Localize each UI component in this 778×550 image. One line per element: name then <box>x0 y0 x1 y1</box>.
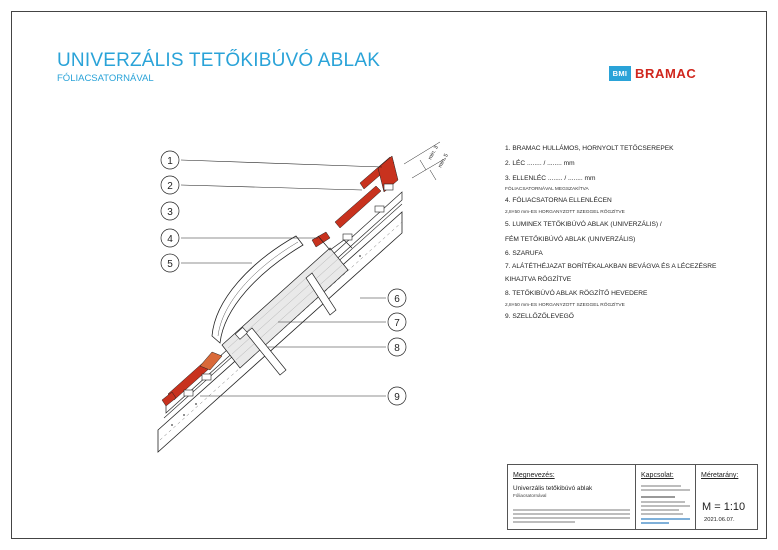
title-block <box>507 464 758 530</box>
contact-label: Kapcsolat: <box>641 472 674 479</box>
callout-number-5: 5 <box>167 259 173 270</box>
fine-print-line <box>513 513 630 515</box>
dimension-min3: min. 3 <box>427 144 440 161</box>
callout-number-4: 4 <box>167 234 173 245</box>
fine-print-line <box>513 517 630 519</box>
legend-item: FÉM TETŐKIBÚVÓ ABLAK (UNIVERZÁLIS) <box>505 236 636 243</box>
nail-dot <box>183 414 185 416</box>
bramac-logo-text: BRAMAC <box>635 66 697 81</box>
name-value: Univerzális tetőkibúvó ablak <box>513 485 593 492</box>
legend-item: 3. ELLENLÉC ........ / ........ mm <box>505 175 596 182</box>
fine-print-line <box>641 522 669 524</box>
legend-item: 5. LUMINEX TETŐKIBÚVÓ ABLAK (UNIVERZÁLIS) / <box>505 221 662 228</box>
batten <box>375 206 384 212</box>
name-sub: Fóliacsatornával <box>513 493 547 498</box>
legend-item: 6. SZARUFA <box>505 250 543 257</box>
nail-dot <box>359 255 361 257</box>
legend-note: 2,8×50 mm-ES HORGANYZOTT SZEGGEL RÖGZÍTVE <box>505 210 625 215</box>
legend-item: 4. FÓLIACSATORNA ELLENLÉCEN <box>505 197 612 204</box>
legend-note: 2,8×50 mm-ES HORGANYZOTT SZEGGEL RÖGZÍTVE <box>505 303 625 308</box>
dimension-line <box>430 170 436 180</box>
leader-line-1 <box>181 160 382 167</box>
callout-number-6: 6 <box>394 294 400 305</box>
callout-number-2: 2 <box>167 181 173 192</box>
callout-number-1: 1 <box>167 156 173 167</box>
fine-print-line <box>641 505 690 507</box>
callout-number-3: 3 <box>167 207 173 218</box>
legend-item: 8. TETŐKIBÚVÓ ABLAK RÖGZÍTŐ HEVEDERE <box>505 290 648 297</box>
title-block-name-cell <box>508 465 636 529</box>
drawing-date: 2021.06.07. <box>704 517 735 523</box>
legend-item: 7. ALÁTÉTHÉJAZAT BORÍTÉKALAKBAN BEVÁGVA ÉS A LÉCEZÉSRE <box>505 263 717 270</box>
fine-print-line <box>641 485 681 487</box>
fine-print-line <box>641 496 675 498</box>
fine-print-line <box>641 518 690 520</box>
nail-dot <box>195 403 197 405</box>
name-label: Megnevezés: <box>513 472 555 479</box>
fine-print-line <box>641 501 685 503</box>
scale-value: M = 1:10 <box>702 501 746 513</box>
fine-print-line <box>513 521 575 523</box>
nail-dot <box>171 424 173 426</box>
title-block-scale-cell <box>696 465 757 529</box>
legend-item: 2. LÉC ........ / ........ mm <box>505 160 575 167</box>
dimension-min5: min. 5 <box>437 152 450 169</box>
legend-item: 9. SZELLŐZŐLEVEGŐ <box>505 313 574 320</box>
legend-item: KIHAJTVA RÖGZÍTVE <box>505 276 572 283</box>
leader-line-2 <box>181 185 362 190</box>
batten <box>384 184 393 190</box>
dimension-line <box>420 160 426 170</box>
callout-number-7: 7 <box>394 318 400 329</box>
fine-print-line <box>513 509 630 511</box>
fine-print-line <box>641 509 679 511</box>
legend-note: FÓLIACSATORNÁVAL MEGSZAKÍTVA <box>505 187 589 192</box>
batten <box>202 374 211 380</box>
bmi-logo-mark: BMI <box>609 66 631 81</box>
batten <box>343 234 352 240</box>
fine-print-line <box>641 513 683 515</box>
callout-number-8: 8 <box>394 343 400 354</box>
scale-label: Méretarány: <box>701 472 739 479</box>
title-block-contact-cell <box>636 465 696 529</box>
page-title: UNIVERZÁLIS TETŐKIBÚVÓ ABLAK <box>57 50 381 71</box>
page-subtitle: FÓLIACSATORNÁVAL <box>57 73 154 84</box>
fine-print-line <box>641 489 690 491</box>
batten <box>184 390 193 396</box>
legend-item: 1. BRAMAC HULLÁMOS, HORNYOLT TETŐCSEREPEK <box>505 145 674 152</box>
callout-number-9: 9 <box>394 392 400 403</box>
